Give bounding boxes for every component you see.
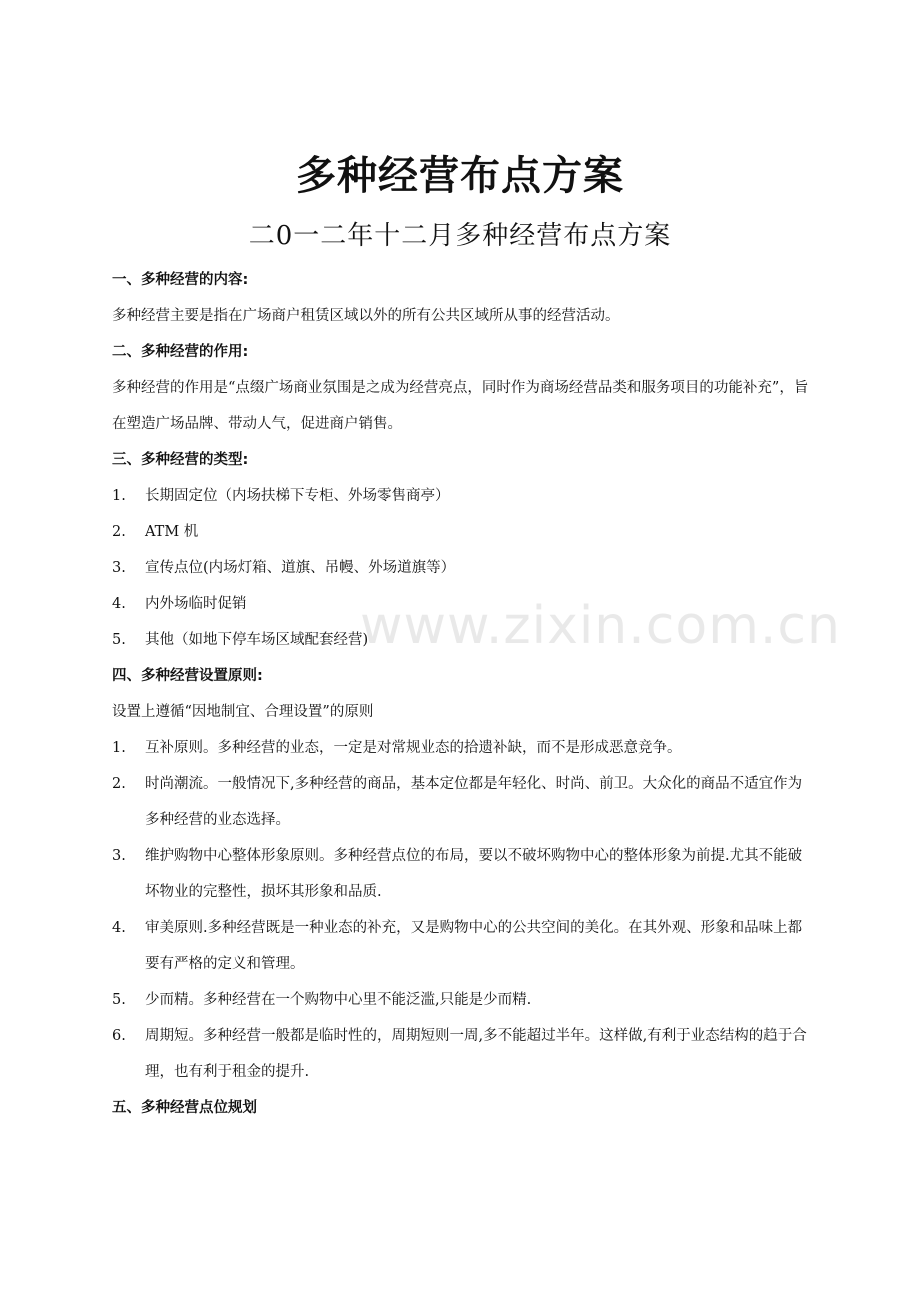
section-heading: 二、多种经营的作用: <box>112 344 249 360</box>
list-item <box>112 838 812 910</box>
paragraph: 多种经营主要是指在广场商户租赁区域以外的所有公共区域所从事的经营活动。 <box>112 308 620 324</box>
list-number: 1. <box>112 740 126 756</box>
list-item <box>112 550 812 586</box>
list-text: 内外场临时促销 <box>145 596 247 612</box>
list-number: 1. <box>112 488 126 504</box>
section-intro: 设置上遵循“因地制宜、合理设置”的原则 <box>112 704 374 720</box>
list-text: 宣传点位(内场灯箱、道旗、吊幔、外场道旗等） <box>145 560 456 576</box>
list-number: 6. <box>112 1028 126 1044</box>
list-text: 互补原则。多种经营的业态，一定是对常规业态的拾遗补缺，而不是形成恶意竞争。 <box>145 740 682 756</box>
list-number: 5. <box>112 992 126 1008</box>
list-item <box>112 730 812 766</box>
section-heading: 三、多种经营的类型: <box>112 452 249 468</box>
section-heading: 四、多种经营设置原则: <box>112 668 263 684</box>
list-number: 2. <box>112 524 126 540</box>
watermark: www.zixin.com.cn <box>360 596 841 656</box>
list-number: 4. <box>112 920 126 936</box>
document-title: 多种经营布点方案 <box>296 153 624 199</box>
list-item <box>112 514 812 550</box>
list-text: 时尚潮流。一般情况下,多种经营的商品，基本定位都是年轻化、时尚、前卫。大众化的商品不适宜作为多种经营的业态选择。 <box>145 776 803 828</box>
document-body <box>112 262 812 1126</box>
list-text: 少而精。多种经营在一个购物中心里不能泛滥,只能是少而精. <box>145 992 532 1008</box>
list-text: 其他（如地下停车场区域配套经营) <box>145 632 369 648</box>
section-heading: 五、多种经营点位规划 <box>112 1100 257 1116</box>
list-item <box>112 982 812 1018</box>
list-text: ATM 机 <box>145 524 199 540</box>
list-number: 3. <box>112 848 126 864</box>
list-item <box>112 910 812 982</box>
list-number: 4. <box>112 596 126 612</box>
document-subtitle: 二0一二年十二月多种经营布点方案 <box>248 221 672 251</box>
list-text: 周期短。多种经营一般都是临时性的，周期短则一周,多不能超过半年。这样做,有利于业态结构的趋于合理，也有利于租金的提升. <box>145 1028 807 1080</box>
list-text: 长期固定位（内场扶梯下专柜、外场零售商亭） <box>145 488 450 504</box>
list-number: 5. <box>112 632 126 648</box>
list-item <box>112 478 812 514</box>
list-item <box>112 1018 812 1090</box>
list-text: 维护购物中心整体形象原则。多种经营点位的布局，要以不破坏购物中心的整体形象为前提.尤其不能破坏物业的完整性，损坏其形象和品质. <box>145 848 803 900</box>
section-heading: 一、多种经营的内容: <box>112 272 249 288</box>
list-number: 3. <box>112 560 126 576</box>
list-item <box>112 766 812 838</box>
paragraph: 多种经营的作用是“点缀广场商业氛围是之成为经营亮点，同时作为商场经营品类和服务项目的功能补充”，旨在塑造广场品牌、带动人气，促进商户销售。 <box>112 380 809 432</box>
list-text: 审美原则.多种经营既是一种业态的补充，又是购物中心的公共空间的美化。在其外观、形象和品味上都要有严格的定义和管理。 <box>145 920 803 972</box>
list-number: 2. <box>112 776 126 792</box>
